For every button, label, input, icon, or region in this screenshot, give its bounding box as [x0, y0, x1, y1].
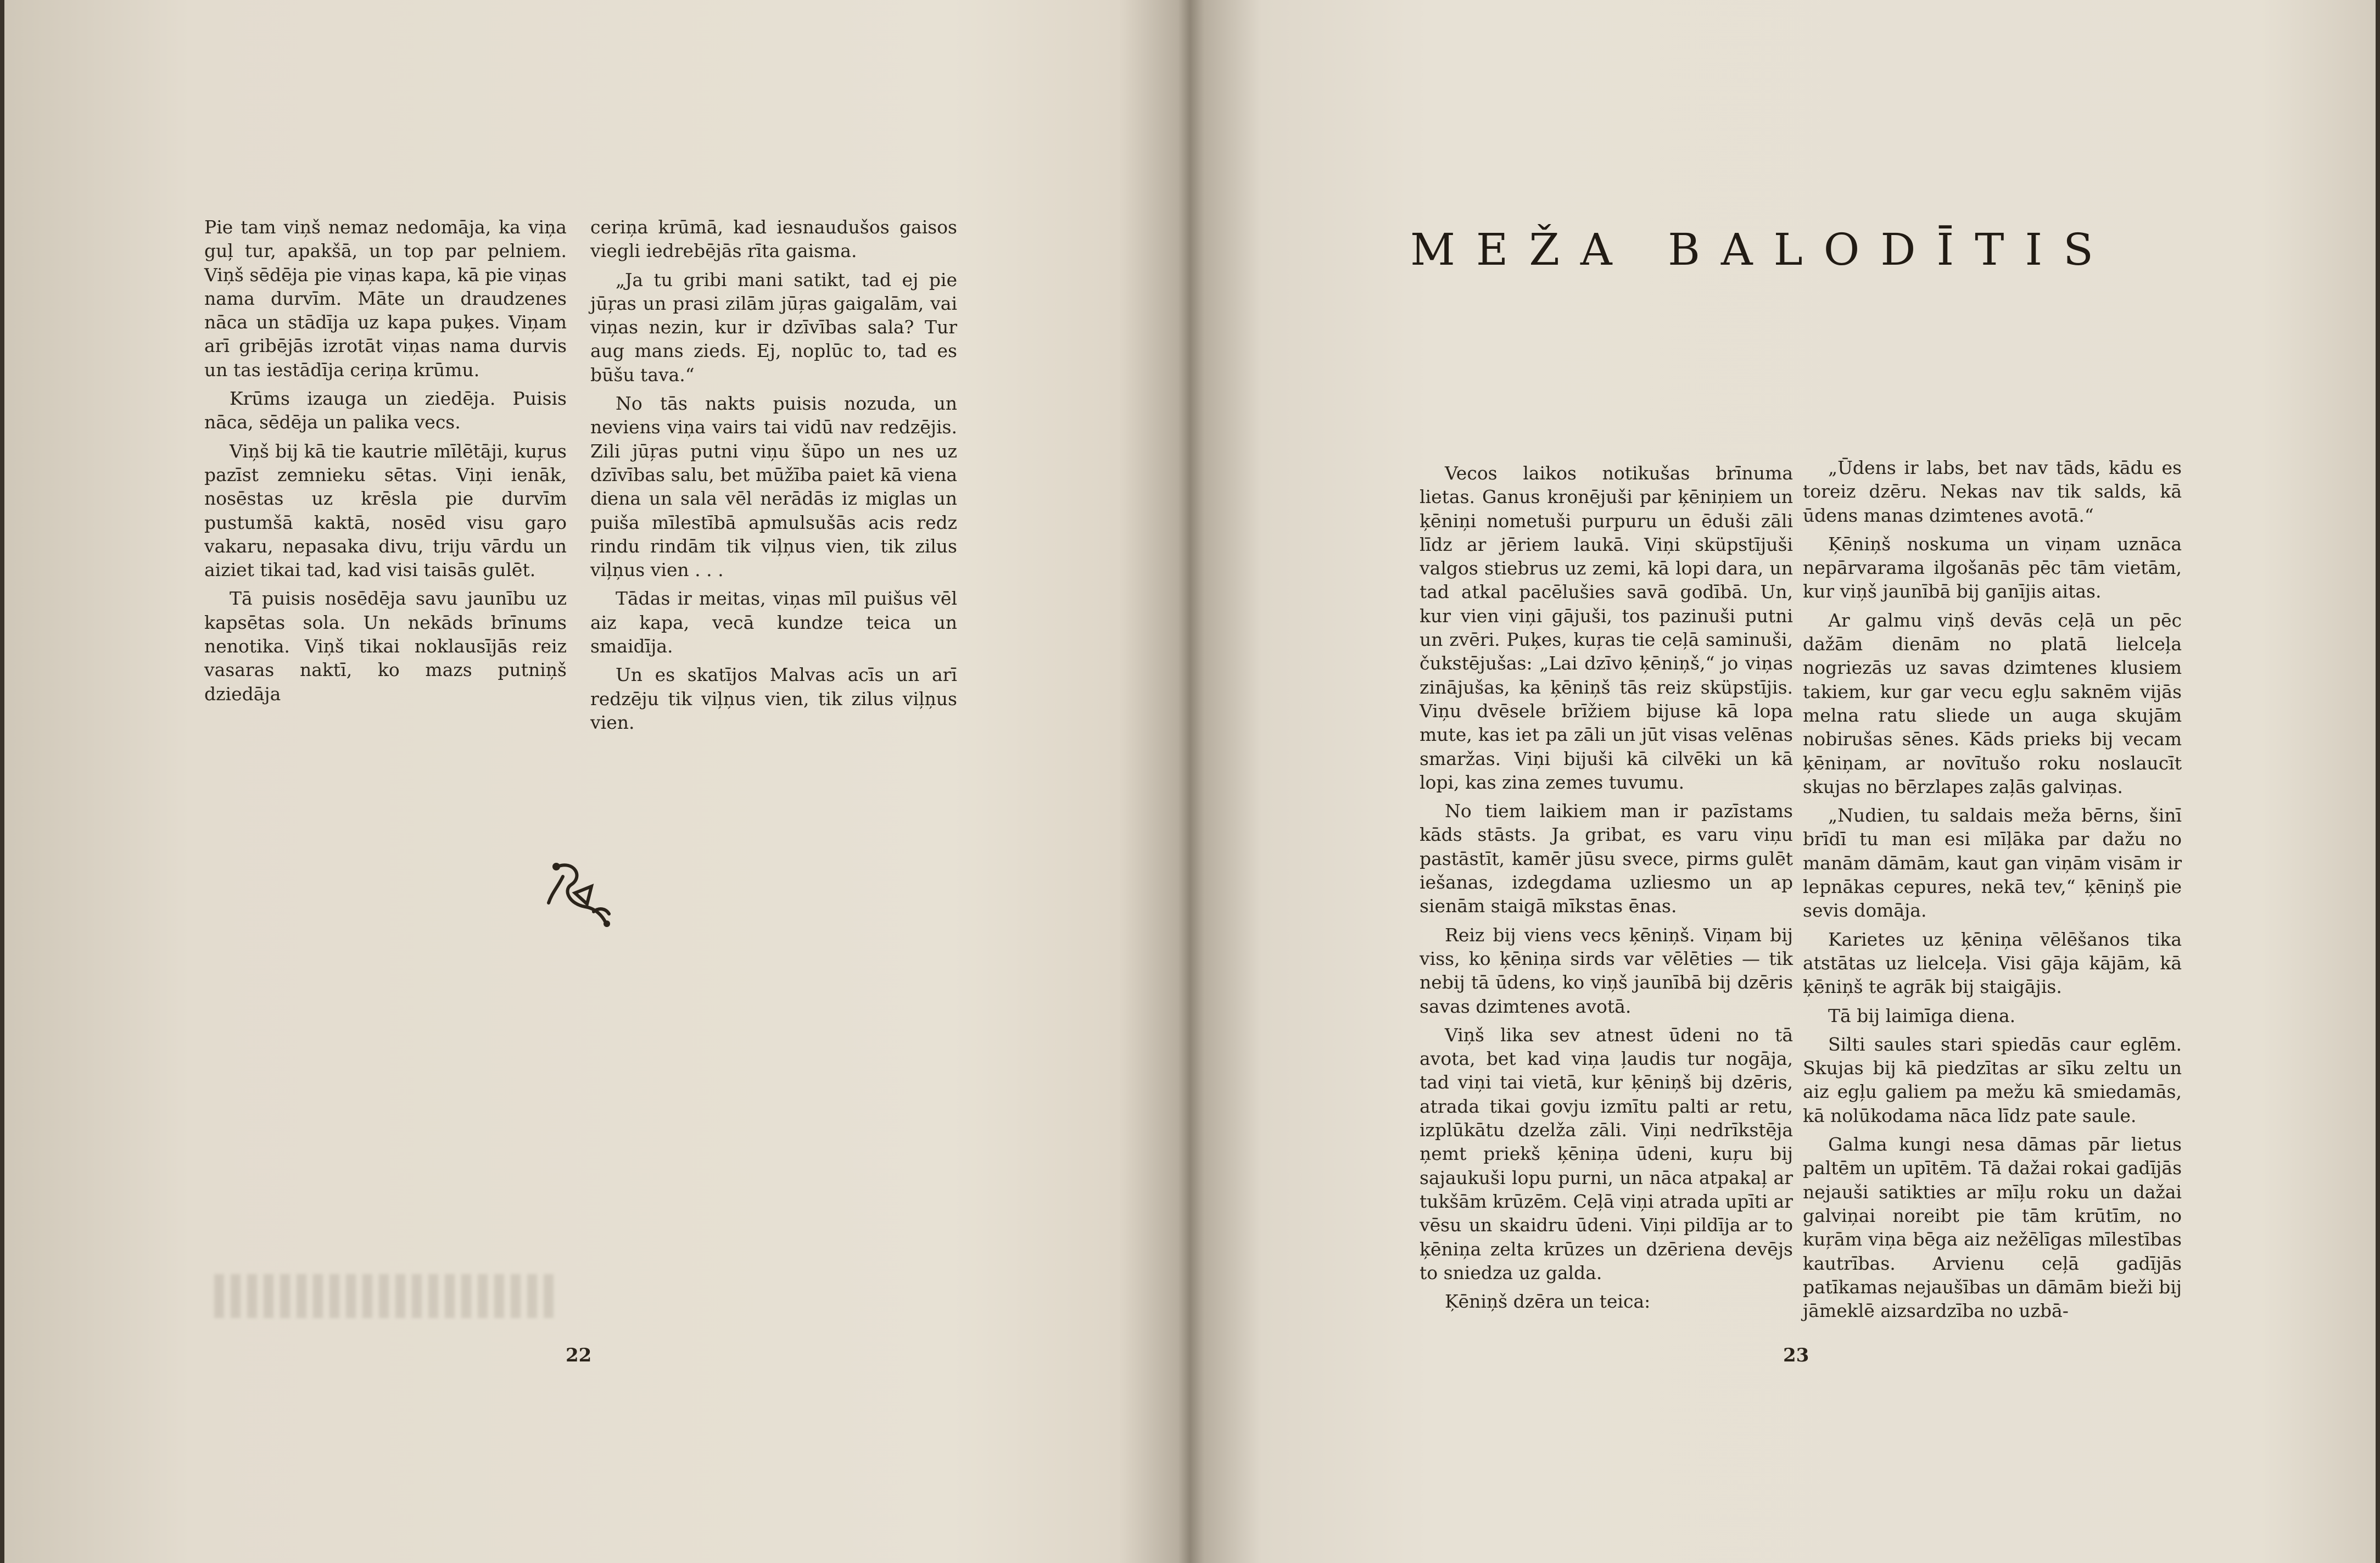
chapter-title: MEŽA BALODĪTIS — [1410, 224, 2114, 275]
paragraph: Pie tam viņš nemaz nedomāja, ka viņa guļ tur, apakšā, un top par pelniem. Viņš sēdēja pie viņas kapa, kā pie viņas nama durvīm. Māte un draudzenes nāca un stādīja uz kapa puķes. Viņam arī gribējās izrotāt viņas nama durvis un tas iestādīja ceriņa krūmu. — [204, 216, 567, 381]
fleuron-ornament-icon — [541, 855, 618, 931]
paragraph: Tādas ir meitas, viņas mīl puišus vēl aiz kapa, vecā kundze teica un smaidīja. — [590, 588, 957, 657]
right-page — [1190, 0, 2380, 1563]
paragraph: No tās nakts puisis nozuda, un neviens viņa vairs tai vidū nav redzējis. Zili jūŗas putni viņu šūpo un nes uz dzīvības salu, bet mūžība paiet kā viena diena un sala vēl nerādās iz miglas un puiša mīlestībā apmulsušās acis redz rindu rindām tik viļņus vien, tik zilus viļņus vien . . . — [590, 393, 957, 581]
paragraph: Silti saules stari spiedās caur eglēm. Skujas bij kā piedzītas ar sīku zeltu un aiz egļu galiem pa mežu kā smiedamās, kā nolūkodama nāca līdz pate saule. — [1803, 1033, 2182, 1126]
paragraph: „Ja tu gribi mani satikt, tad ej pie jūŗas un prasi zilām jūŗas gaigalām, vai viņas nezin, kur ir dzīvības sala? Tur aug mans zieds. Ej, noplūc to, tad es būšu tava.“ — [590, 269, 957, 386]
paragraph: Un es skatījos Malvas acīs un arī redzēju tik viļņus vien, tik zilus viļņus vien. — [590, 664, 957, 733]
paragraph: Ar galmu viņš devās ceļā un pēc dažām dienām no platā lielceļa nogriezās uz savas dzimtenes klusiem takiem, kur gar vecu egļu saknēm vijās melna ratu sliede un auga skujām nobirušas sēnes. Kāds prieks bij vecam ķēniņam, ar novītušo roku noslaucīt skujas no bērzlapes zaļās galviņas. — [1803, 609, 2182, 797]
left-page-column-2 — [590, 215, 957, 739]
paragraph: ceriņa krūmā, kad iesnaudušos gaisos viegli iedrebējās rīta gaisma. — [590, 216, 957, 262]
paragraph: Krūms izauga un ziedēja. Puisis nāca, sēdēja un palika vecs. — [204, 388, 567, 433]
page-number-left: 22 — [566, 1344, 592, 1366]
paragraph: Ķēniņš dzēra un teica: — [1445, 1291, 1651, 1313]
right-page-column-2 — [1803, 456, 2182, 1327]
paragraph: Tā puisis nosēdēja savu jaunību uz kapsētas sola. Un nekāds brīnums nenotika. Viņš tikai noklausījās reiz vasaras naktī, ko mazs putniņš dziedāja — [204, 588, 567, 705]
left-page-column-1 — [204, 215, 567, 711]
paragraph: Viņš bij kā tie kautrie mīlētāji, kuŗus pazīst zemnieku sētas. Viņi ienāk, nosēstas uz krēsla pie durvīm pustumšā kaktā, nosēd visu gaŗo vakaru, nepasaka divu, triju vārdu un aiziet tikai tad, kad visi taisās gulēt. — [204, 440, 567, 581]
paragraph: Viņš lika sev atnest ūdeni no tā avota, bet kad viņa ļaudis tur nogāja, tad viņi tai vietā, kur ķēniņš bij dzēris, atrada tikai govju izmītu palti ar retu, izplūkātu dzelža zāli. Viņi nedrīkstēja ņemt priekš ķēniņa ūdeni, kuŗu bij sajaukuši lopu purni, un nāca atpakaļ ar tukšām krūzēm. Ceļā viņi atrada upīti ar vēsu un skaidru ūdeni. Viņi pildīja ar to ķēniņa zelta krūzes un dzēriena devējs to sniedza uz galda. — [1420, 1024, 1793, 1283]
paragraph: Galma kungi nesa dāmas pār lietus paltēm un upītēm. Tā dažai rokai gadījās nejauši satikties ar mīļu roku un dažai galviņai noreibt pie tām krūtīm, no kuŗām viņa bēga aiz nežēlīgas mīlestības kautrības. Arvienu ceļā gadījās patīkamas nejaušības un dāmām bieži bij jāmeklē aizsardzība no uzbā- — [1803, 1134, 2182, 1322]
bleed-through-text — [214, 1274, 555, 1318]
paragraph: No tiem laikiem man ir pazīstams kāds stāsts. Ja gribat, es varu viņu pastāstīt, kamēr jūsu svece, pirms gulēt iešanas, izdegdama uzliesmo un ap sienām staigā mīkstas ēnas. — [1420, 800, 1793, 917]
paragraph: Vecos laikos notikušas brīnuma lietas. Ganus kronējuši par ķēniņiem un ķēniņi nometuši purpuru un ēduši zāli līdz ar jēriem laukā. Viņi sküpstījuši valgos stiebrus uz zemi, kā lopi dara, un tad atkal pacēlušies savā godībā. Un, kur vien viņi gājuši, tos pazinuši putni un zvēri. Puķes, kuŗas tie ceļā saminuši, čukstējušas: „Lai dzīvo ķēniņš,“ jo viņas zinājušas, ka ķēniņš tās reiz sküpstījis. Viņu dvēsele brīžiem bijuse kā lopa mute, kas iet pa zāli un jūt visas velēnas smaržas. Viņi bijuši kā cilvēki un kā lopi, kas zina zemes tuvumu. — [1420, 462, 1793, 793]
paragraph: „Nudien, tu saldais meža bērns, šinī brīdī tu man esi mīļāka par dažu no manām dāmām, kaut gan viņām visām ir lepnākas cepures, nekā tev,“ ķēniņš pie sevis domāja. — [1803, 805, 2182, 922]
right-page-column-1 — [1420, 461, 1793, 1318]
paragraph: Ķēniņš noskuma un viņam uznāca nepārvarama ilgošanās pēc tām vietām, kur viņš jaunībā bij ganījis aitas. — [1803, 533, 2182, 602]
paragraph: „Ūdens ir labs, bet nav tāds, kādu es toreiz dzēru. Nekas nav tik salds, kā ūdens manas dzimtenes avotā.“ — [1803, 457, 2182, 526]
paragraph: Tā bij laimīga diena. — [1828, 1004, 2016, 1026]
paragraph: Reiz bij viens vecs ķēniņš. Viņam bij viss, ko ķēniņa sirds var vēlēties — tik nebij tā ūdens, ko viņš jaunībā bij dzēris savas dzimtenes avotā. — [1420, 924, 1793, 1017]
page-number-right: 23 — [1783, 1344, 1809, 1366]
paragraph: Karietes uz ķēniņa vēlēšanos tika atstātas uz lielceļa. Visi gāja kājām, kā ķēniņš te agrāk bij staigājis. — [1803, 928, 2182, 998]
